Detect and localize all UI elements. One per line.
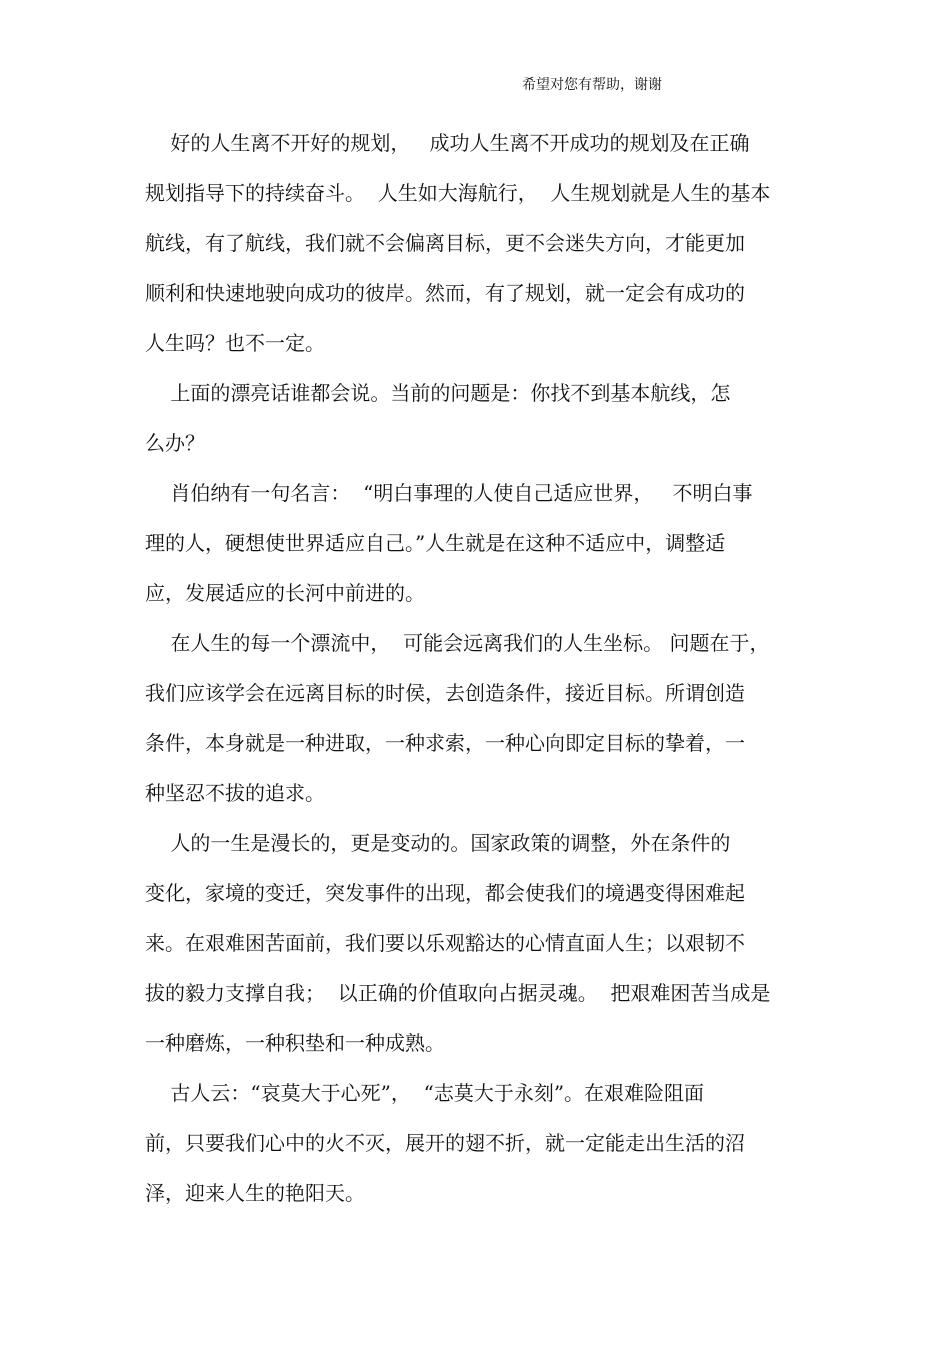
text-line: 变化，家境的变迁，突发事件的出现，都会使我们的境遇变得困难起 bbox=[145, 881, 745, 905]
text-line: 种坚忍不拔的追求。 bbox=[145, 781, 325, 805]
text-line: 人的一生是漫长的，更是变动的。国家政策的调整，外在条件的 bbox=[145, 831, 731, 855]
text-line: 人生吗？也不一定。 bbox=[145, 331, 325, 355]
text-line: 来。在艰难困苦面前，我们要以乐观豁达的心情直面人生；以艰韧不 bbox=[145, 931, 745, 955]
text-line: 一种磨炼，一种积垫和一种成熟。 bbox=[145, 1031, 445, 1055]
text-line: 规划指导下的持续奋斗。 人生如大海航行， 人生规划就是人生的基本 bbox=[145, 181, 771, 205]
text-line: 我们应该学会在远离目标的时侯，去创造条件，接近目标。所谓创造 bbox=[145, 681, 745, 705]
text-line: 航线，有了航线，我们就不会偏离目标，更不会迷失方向，才能更加 bbox=[145, 231, 745, 255]
paragraph-5 bbox=[145, 828, 770, 1078]
text-line: 顺利和快速地驶向成功的彼岸。然而，有了规划，就一定会有成功的 bbox=[145, 281, 745, 305]
paragraph-4 bbox=[145, 628, 770, 828]
text-line: 应，发展适应的长河中前进的。 bbox=[145, 581, 425, 605]
text-line: 好的人生离不开好的规划， 成功人生离不开成功的规划及在正确 bbox=[145, 131, 750, 155]
text-line: 古人云：“哀莫大于心死”， “志莫大于永刻”。在艰难险阻面 bbox=[145, 1081, 705, 1105]
paragraph-6 bbox=[145, 1078, 770, 1228]
text-line: 条件，本身就是一种进取，一种求索，一种心向即定目标的挚着，一 bbox=[145, 731, 745, 755]
text-line: 前，只要我们心中的火不灭，展开的翅不折，就一定能走出生活的沼 bbox=[145, 1131, 745, 1155]
paragraph-3 bbox=[145, 478, 770, 628]
text-line: 理的人，硬想使世界适应自己。”人生就是在这种不适应中，调整适 bbox=[145, 531, 726, 555]
text-line: 泽，迎来人生的艳阳天。 bbox=[145, 1181, 365, 1205]
text-line: 肖伯纳有一句名言： “明白事理的人使自己适应世界， 不明白事 bbox=[145, 481, 753, 505]
page-header: 希望对您有帮助，谢谢 bbox=[522, 77, 662, 93]
document-body bbox=[145, 128, 770, 1228]
text-line: 么办？ bbox=[145, 431, 205, 455]
paragraph-1 bbox=[145, 128, 770, 378]
text-line: 拔的毅力支撑自我； 以正确的价值取向占据灵魂。 把艰难困苦当成是 bbox=[145, 981, 771, 1005]
text-line: 在人生的每一个漂流中， 可能会远离我们的人生坐标。 问题在于， bbox=[145, 631, 770, 655]
paragraph-2 bbox=[145, 378, 770, 478]
text-line: 上面的漂亮话谁都会说。当前的问题是：你找不到基本航线，怎 bbox=[145, 381, 731, 405]
